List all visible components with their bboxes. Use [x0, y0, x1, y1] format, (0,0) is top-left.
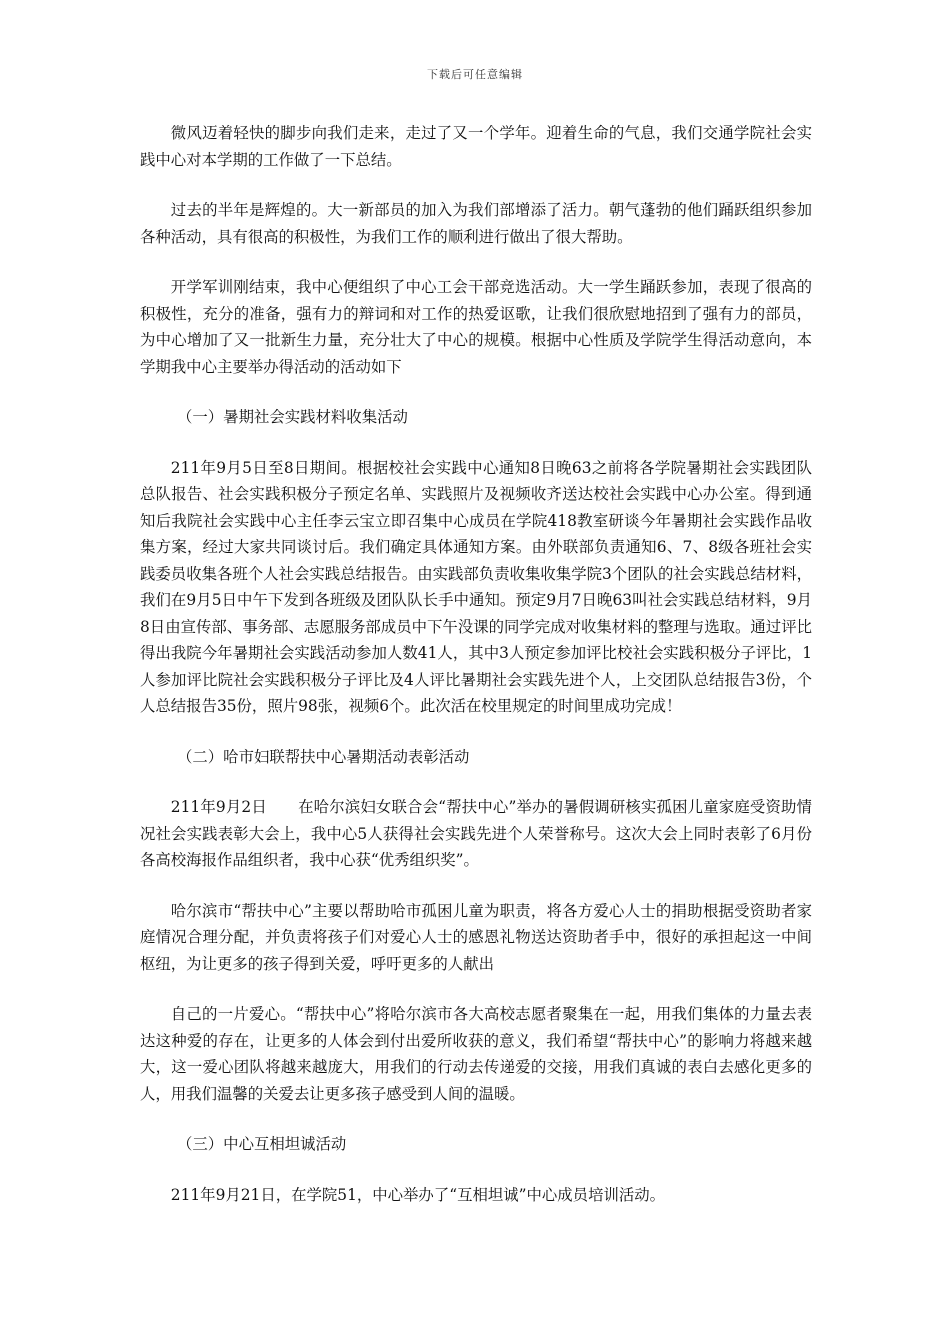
section-heading-1: （一）暑期社会实践材料收集活动: [177, 408, 408, 426]
page-header-note: 下载后可任意编辑: [427, 68, 523, 81]
paragraph-summer-collection: 211年9月5日至8日期间。根据校社会实践中心通知8日晚63之前将各学院暑期社会实践团队总队报告、社会实践积极分子预定名单、实践照片及视频收齐送达校社会实践中心办公室。得到通知后我院社会实践中心主任李云宝立即召集中心成员在学院418教室研谈今年暑期社会实践作品收集方案，经过大家共同谈讨后。我们确定具体通知方案。由外联部负责通知6、7、8级各班社会实践委员收集各班个人社会实践总结报告。由实践部负责收集收集学院3个团队的社会实践总结材料，我们在9月5日中午下发到各班级及团队队长手中通知。预定9月7日晚63叫社会实践总结材料，9月8日由宣传部、事务部、志愿服务部成员中下午没课的同学完成对收集材料的整理与选取。通过评比得出我院今年暑期社会实践活动参加人数41人，其中3人预定参加评比校社会实践积极分子评比，1人参加评比院社会实践积极分子评比及4人评比暑期社会实践先进个人，上交团队总结报告3份，个人总结报告35份，照片98张，视频6个。此次活在校里规定的时间里成功完成！: [140, 458, 812, 715]
paragraph-past-half-year: 过去的半年是辉煌的。大一新部员的加入为我们部增添了活力。朝气蓬勃的他们踊跃组织参加各种活动，具有很高的积极性，为我们工作的顺利进行做出了很大帮助。: [140, 201, 812, 246]
paragraph-commendation: 211年9月2日 在哈尔滨妇女联合会“帮扶中心”举办的暑假调研核实孤困儿童家庭受资助情况社会实践表彰大会上，我中心5人获得社会实践先进个人荣誉称号。这次大会上同时表彰了6月份各高校海报作品组织者，我中心获“优秀组织奖”。: [140, 798, 812, 869]
paragraph-intro: 微风迈着轻快的脚步向我们走来，走过了又一个学年。迎着生命的气息，我们交通学院社会实践中心对本学期的工作做了一下总结。: [140, 124, 812, 169]
paragraph-love: 自己的一片爱心。“帮扶中心”将哈尔滨市各大高校志愿者聚集在一起，用我们集体的力量去表达这种爱的存在，让更多的人体会到付出爱所收获的意义，我们希望“帮扶中心”的影响力将越来越大，这一爱心团队将越来越庞大，用我们的行动去传递爱的交接，用我们真诚的表白去感化更多的人，用我们温馨的关爱去让更多孩子感受到人间的温暖。: [140, 1005, 812, 1103]
paragraph-help-center: 哈尔滨市“帮扶中心”主要以帮助哈市孤困儿童为职责，将各方爱心人士的捐助根据受资助者家庭情况合理分配，并负责将孩子们对爱心人士的感恩礼物送达资助者手中，很好的承担起这一中间枢纽，为让更多的孩子得到关爱，呼吁更多的人献出: [140, 901, 812, 973]
paragraph-training: 211年9月21日，在学院51，中心举办了“互相坦诚”中心成员培训活动。: [170, 1185, 666, 1204]
document-body: [140, 120, 812, 1232]
paragraph-election: 开学军训刚结束，我中心便组织了中心工会干部竞选活动。大一学生踊跃参加，表现了很高的积极性，充分的准备，强有力的辩词和对工作的热爱讴歌，让我们很欣慰地招到了强有力的部员，为中心增加了又一批新生力量，充分壮大了中心的规模。根据中心性质及学院学生得活动意向，本学期我中心主要举办得活动的活动如下: [140, 278, 812, 376]
section-heading-2: （二）哈市妇联帮扶中心暑期活动表彰活动: [177, 747, 470, 766]
section-heading-3: （三）中心互相坦诚活动: [177, 1135, 347, 1153]
